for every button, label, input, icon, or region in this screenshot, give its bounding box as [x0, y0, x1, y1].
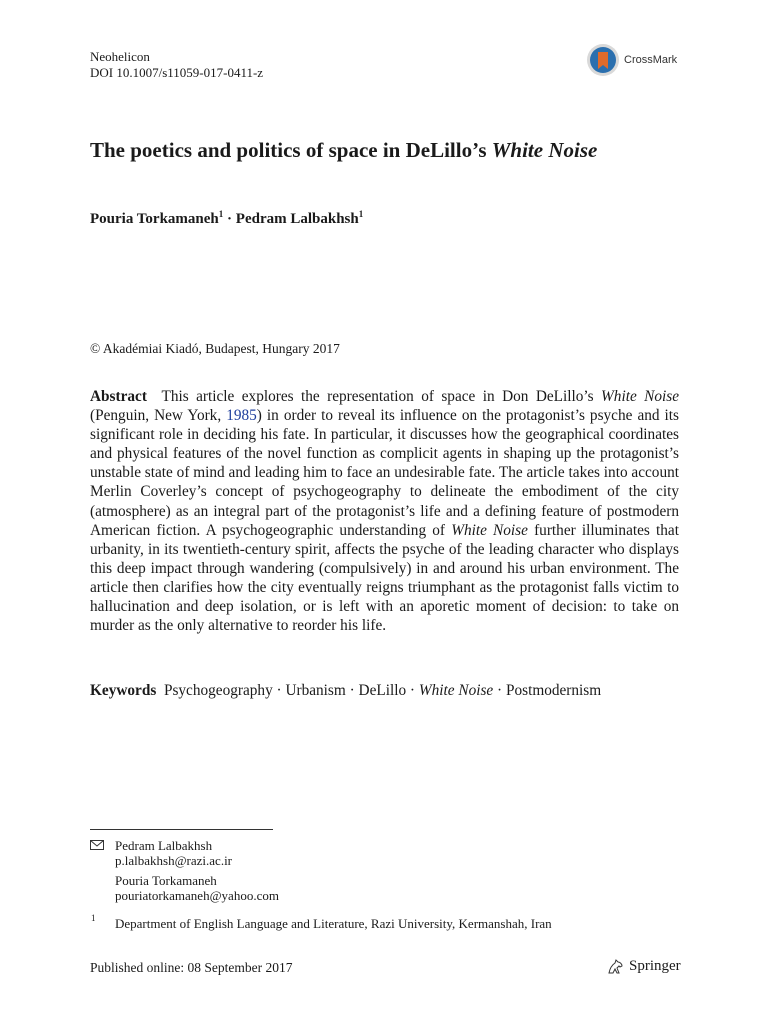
keywords: Keywords Psychogeography · Urbanism · DeLillo · White Noise · Postmodernism: [90, 682, 602, 699]
crossmark-label: CrossMark: [624, 54, 678, 66]
author-name[interactable]: Pedram Lalbakhsh: [235, 211, 359, 227]
affiliation: Department of English Language and Literature, Razi University, Kermanshah, Iran: [115, 916, 552, 931]
affiliation-marker: 1: [358, 209, 364, 219]
author-name[interactable]: Pouria Torkamaneh: [90, 211, 219, 227]
footnote-divider: [90, 829, 273, 830]
abstract-label: Abstract: [90, 388, 147, 405]
springer-horse-icon: [607, 959, 625, 975]
envelope-icon: [90, 840, 104, 850]
published-date: Published online: 08 September 2017: [90, 960, 293, 975]
crossmark-badge[interactable]: [586, 43, 677, 77]
abstract: Abstract This article explores the representation of space in Don DeLillo’s White Noise (Penguin, New York, 1985) in order to reveal its influence on the protagonist’s psyche and its significant role in deciding his fate. In particular, it discusses how the geographical coordinates and physical features of the novel function as complicit agents in shaping up the protagonist’s unstable state of mind and leading him to face an undesirable fate. The article takes into account Merlin Coverley’s concept of psychogeography to delineate the embodiment of the city (atmosphere) as an integral part of the protagonist’s life and a defining feature of postmodern American fiction. A psychogeographic understanding of White Noise further illuminates that urbanity, in its twentieth-century spirit, affects the psyche of the leading character who displays this deep impact through wandering (compulsively) in and around his urban environment. The article then clarifies how the city eventually reigns triumphant as the protagonist falls victim to hallucination and deep isolation, or is left with an aporetic moment of decision: to take on murder as the only alternative to reorder his life.: [90, 388, 680, 635]
affiliation-marker: 1: [218, 209, 224, 219]
contact-email[interactable]: pouriatorkamaneh@yahoo.com: [115, 888, 279, 903]
affiliation-number: 1: [91, 913, 96, 923]
copyright-line: © Akadémiai Kiadó, Budapest, Hungary 2017: [90, 341, 340, 356]
publisher-logo[interactable]: [607, 958, 681, 975]
reference-link[interactable]: 1985: [226, 407, 257, 425]
doi[interactable]: DOI 10.1007/s11059-017-0411-z: [90, 65, 264, 80]
contact-name: Pedram Lalbakhsh: [115, 838, 213, 853]
keywords-label: Keywords: [90, 682, 157, 699]
journal-name: Neohelicon: [90, 49, 150, 64]
crossmark-icon: [586, 43, 620, 77]
contact-email[interactable]: p.lalbakhsh@razi.ac.ir: [115, 853, 233, 868]
publisher-name: Springer: [629, 958, 681, 974]
author-list: Pouria Torkamaneh$^1$ · Pedram Lalbakhsh$^1$: [90, 209, 364, 227]
contact-name: Pouria Torkamaneh: [115, 873, 217, 888]
article-title: The poetics and politics of space in DeLillo’s White Noise: [90, 138, 598, 162]
